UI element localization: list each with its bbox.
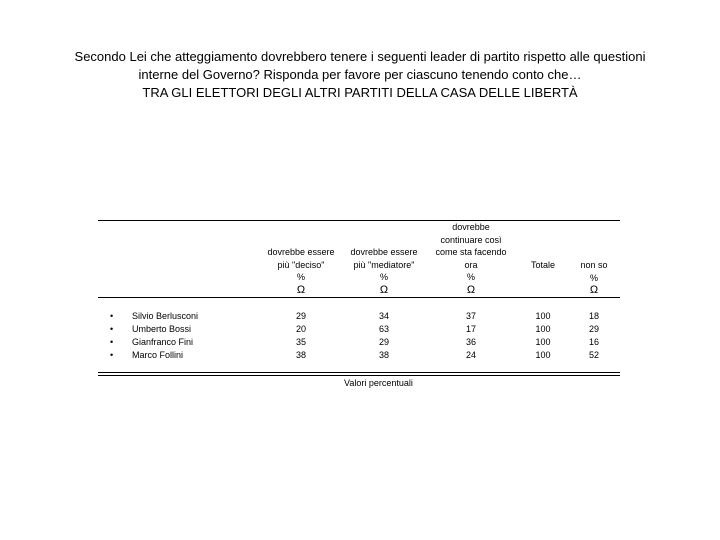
value-continuare: 37 xyxy=(465,311,476,321)
value-totale: 100 xyxy=(535,311,551,321)
footer-note: Valori percentuali xyxy=(344,378,413,388)
value-mediatore: 63 xyxy=(378,324,389,334)
value-non-so: 29 xyxy=(588,324,599,334)
header-line: dovrebbe xyxy=(452,222,490,232)
header-line: % xyxy=(466,272,475,282)
leader-name: Silvio Berlusconi xyxy=(132,311,199,321)
column-header-continuare xyxy=(428,221,514,296)
header-bottom-rule xyxy=(98,297,620,298)
row-bullet: • xyxy=(110,324,114,334)
value-deciso: 38 xyxy=(295,350,306,360)
omega-symbol: Ω xyxy=(379,283,389,296)
value-non-so: 16 xyxy=(588,337,599,347)
value-mediatore: 29 xyxy=(378,337,389,347)
omega-symbol: Ω xyxy=(296,283,306,296)
question-title xyxy=(20,48,700,102)
header-line: Totale xyxy=(530,260,556,270)
header-line: continuare così xyxy=(440,234,502,245)
table-bottom-rule xyxy=(98,372,620,373)
value-continuare: 17 xyxy=(465,324,476,334)
title-line-3: TRA GLI ELETTORI DEGLI ALTRI PARTITI DELLA CASA DELLE LIBERTÀ xyxy=(142,85,578,100)
value-non-so: 52 xyxy=(588,350,599,360)
column-header-deciso xyxy=(262,246,340,296)
row-bullet: • xyxy=(110,350,114,360)
value-totale: 100 xyxy=(535,337,551,347)
header-line: non so xyxy=(580,260,608,270)
column-header-totale xyxy=(520,259,566,272)
header-line: % xyxy=(296,272,305,282)
header-line: come sta facendo xyxy=(435,247,507,257)
value-non-so: 18 xyxy=(588,311,599,321)
value-totale: 100 xyxy=(535,350,551,360)
value-deciso: 35 xyxy=(295,337,306,347)
title-line-2: interne del Governo? Risponda per favore per ciascuno tenendo conto che… xyxy=(138,67,582,82)
header-line: dovrebbe essere xyxy=(350,247,418,257)
value-continuare: 36 xyxy=(465,337,476,347)
omega-symbol: Ω xyxy=(466,283,476,296)
table-top-rule xyxy=(98,220,620,221)
header-line: % xyxy=(589,272,598,283)
omega-symbol: Ω xyxy=(589,284,599,296)
column-header-mediatore xyxy=(343,246,425,296)
leader-name: Marco Follini xyxy=(132,350,184,360)
value-mediatore: 38 xyxy=(378,350,389,360)
header-line: % xyxy=(379,272,388,282)
value-deciso: 20 xyxy=(295,324,306,334)
value-mediatore: 34 xyxy=(378,311,389,321)
row-bullet: • xyxy=(110,311,114,321)
value-continuare: 24 xyxy=(465,350,476,360)
column-header-non-so xyxy=(570,259,618,296)
leader-name: Gianfranco Fini xyxy=(132,337,194,347)
table-bottom-rule-double xyxy=(98,375,620,376)
leader-name: Umberto Bossi xyxy=(132,324,192,334)
title-line-1: Secondo Lei che atteggiamento dovrebbero tenere i seguenti leader di partito rispetto alle questioni xyxy=(74,49,646,64)
header-line: ora xyxy=(464,259,478,270)
header-line: dovrebbe essere xyxy=(267,247,335,257)
row-bullet: • xyxy=(110,337,114,347)
header-line: più "deciso" xyxy=(277,259,325,270)
value-totale: 100 xyxy=(535,324,551,334)
value-deciso: 29 xyxy=(295,311,306,321)
header-line: più "mediatore" xyxy=(353,259,415,270)
